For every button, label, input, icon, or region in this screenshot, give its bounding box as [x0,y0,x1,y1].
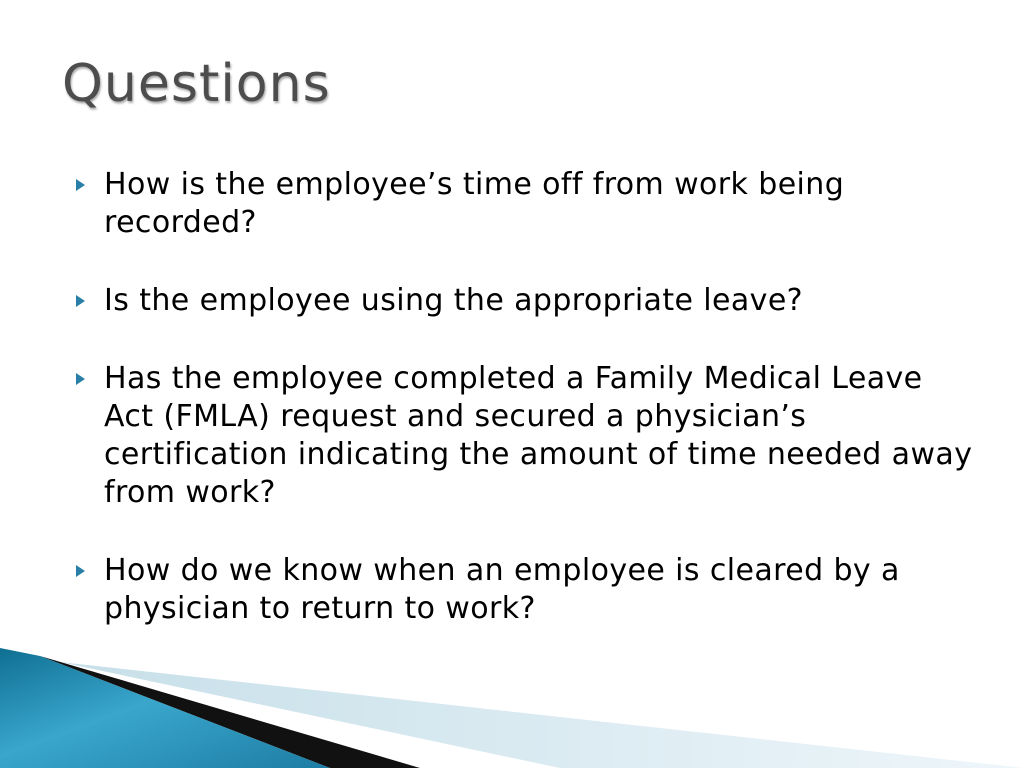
triangle-bullet-icon [76,295,85,307]
bullet-item [76,552,976,628]
bullet-text: Is the employee using the appropriate leave? [104,283,804,318]
slide-title: Questions [62,54,331,114]
triangle-bullet-icon [76,373,85,385]
bullet-item [76,360,976,512]
corner-decoration [0,640,1024,768]
bullet-text: How is the employee’s time off from work being recorded? [104,167,845,240]
triangle-bullet-icon [76,179,85,191]
triangle-bullet-icon [76,565,85,577]
bullet-list [76,166,976,668]
bullet-text: Has the employee completed a Family Medical Leave Act (FMLA) request and secured a physician’s certification indicating the amount of time needed away from work? [104,361,973,510]
bullet-item [76,282,976,320]
bullet-item [76,166,976,242]
bullet-text: How do we know when an employee is cleared by a physician to return to work? [104,553,900,626]
